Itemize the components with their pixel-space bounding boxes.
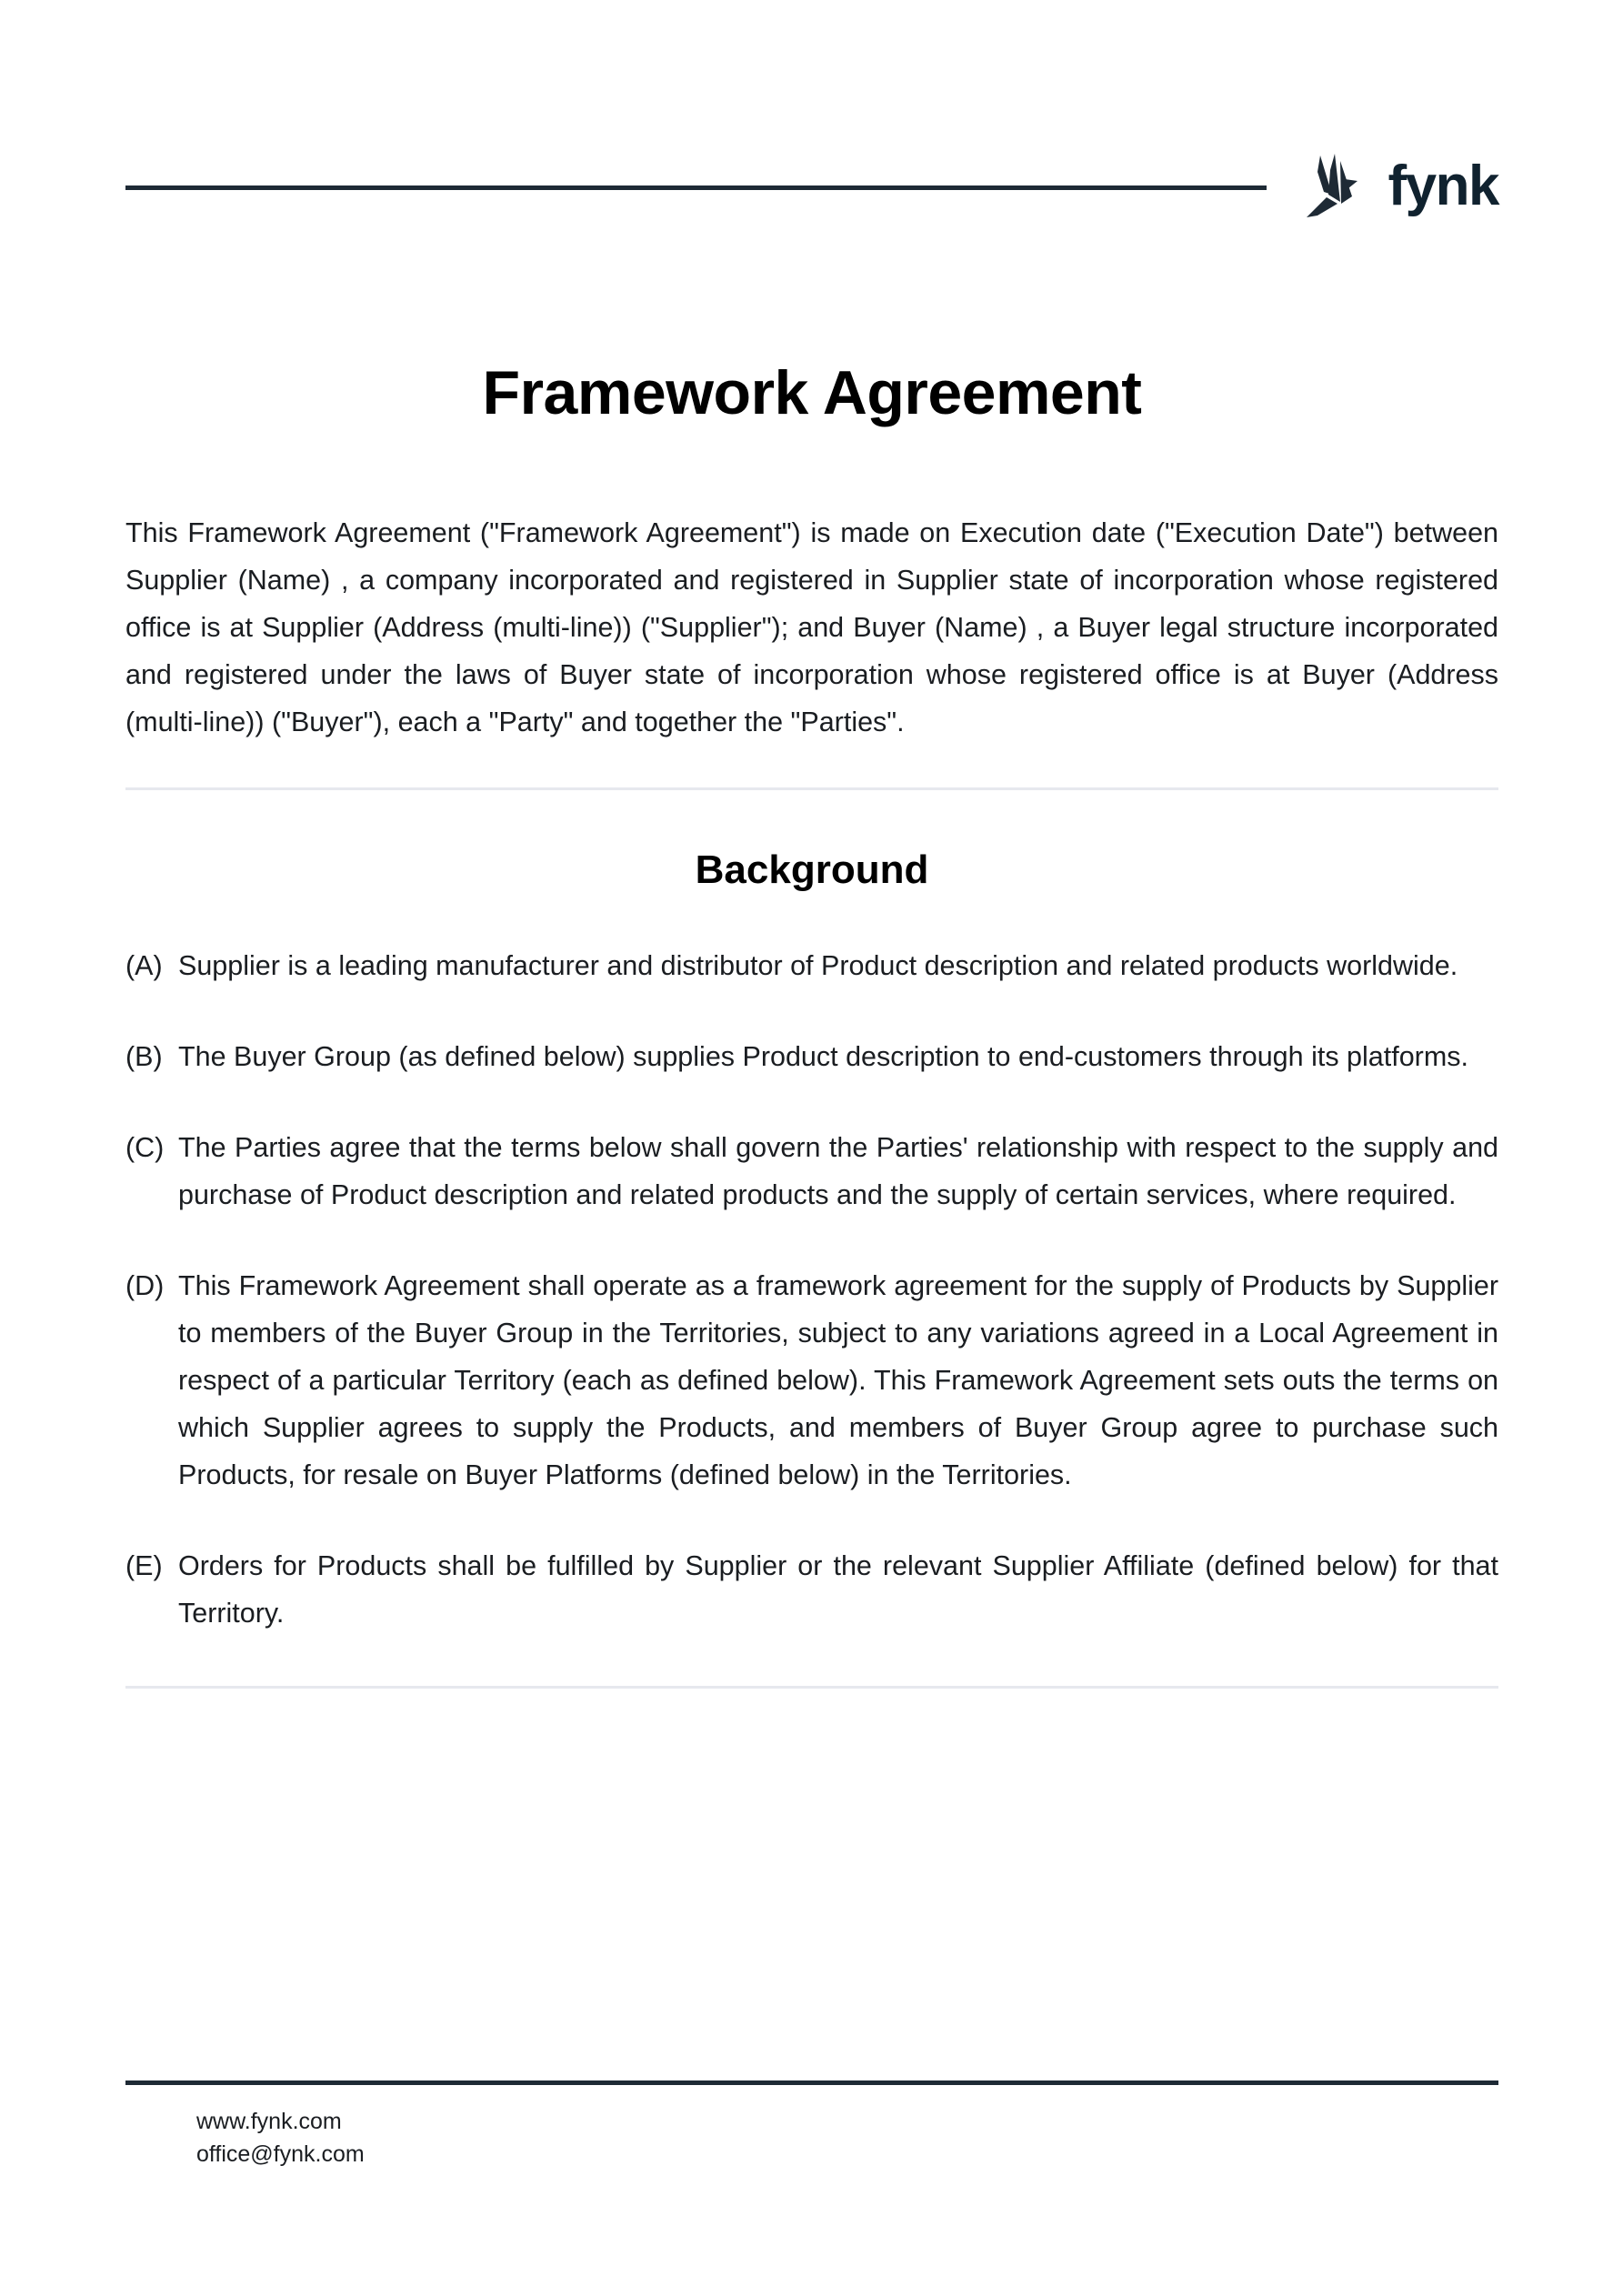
section-divider-bottom [125,1686,1498,1689]
recital-marker: (B) [125,1040,163,1072]
page-footer [125,2080,1498,2171]
footer-divider-rule [125,2080,1498,2085]
origami-bird-icon [1305,152,1372,221]
list-item [125,1033,1498,1080]
list-item [125,1542,1498,1637]
recital-text: This Framework Agreement shall operate as a framework agreement for the supply of Products by Supplier to members of the Buyer Group in the Territories, subject to any variations agreed in a Local Agreement in respect of a particular Territory (each as defined below). This Framework Agreement sets outs the terms on which Supplier agrees to supply the Products, and members of Buyer Group agree to purchase such Products, for resale on Buyer Platforms (defined below) in the Territories. [178,1269,1498,1490]
footer-contact-block [125,2105,1498,2171]
list-item [125,1124,1498,1218]
fynk-logo [1305,152,1498,223]
recital-marker: (C) [125,1131,165,1163]
intro-paragraph: This Framework Agreement ("Framework Agreement") is made on Execution date ("Execution Date") between Supplier (Name) , a company incorporated and registered in Supplier state of incorporation whose registered office is at Supplier (Address (multi-line)) ("Supplier"); and Buyer (Name) , a Buyer legal structure incorporated and registered under the laws of Buyer state of incorporation whose registered office is at Buyer (Address (multi-line)) ("Buyer"), each a "Party" and together the "Parties". [125,517,1498,737]
header-divider-rule [125,185,1267,190]
fynk-wordmark: fynk [1388,155,1498,217]
footer-email[interactable]: office@fynk.com [196,2141,365,2167]
recital-marker: (E) [125,1549,163,1581]
recital-marker: (A) [125,949,163,981]
section-divider-top [125,787,1498,790]
recital-text: Supplier is a leading manufacturer and distributor of Product description and related products worldwide. [178,949,1458,981]
recital-text: The Buyer Group (as defined below) supplies Product description to end-customers through its platforms. [178,1040,1468,1072]
recital-text: Orders for Products shall be fulfilled by Supplier or the relevant Supplier Affiliate (defined below) for that Territory. [178,1549,1498,1629]
background-heading: Background [695,847,929,892]
list-item [125,1262,1498,1499]
recitals-list [125,942,1498,1637]
document-content [125,509,1498,1689]
recital-text: The Parties agree that the terms below shall govern the Parties' relationship with respect to the supply and purchase of Product description and related products and the supply of certain services, where required. [178,1131,1498,1210]
page-header [125,145,1498,229]
page-title: Framework Agreement [482,357,1142,427]
list-item [125,942,1498,989]
footer-website[interactable]: www.fynk.com [196,2109,342,2134]
recital-marker: (D) [125,1269,165,1301]
